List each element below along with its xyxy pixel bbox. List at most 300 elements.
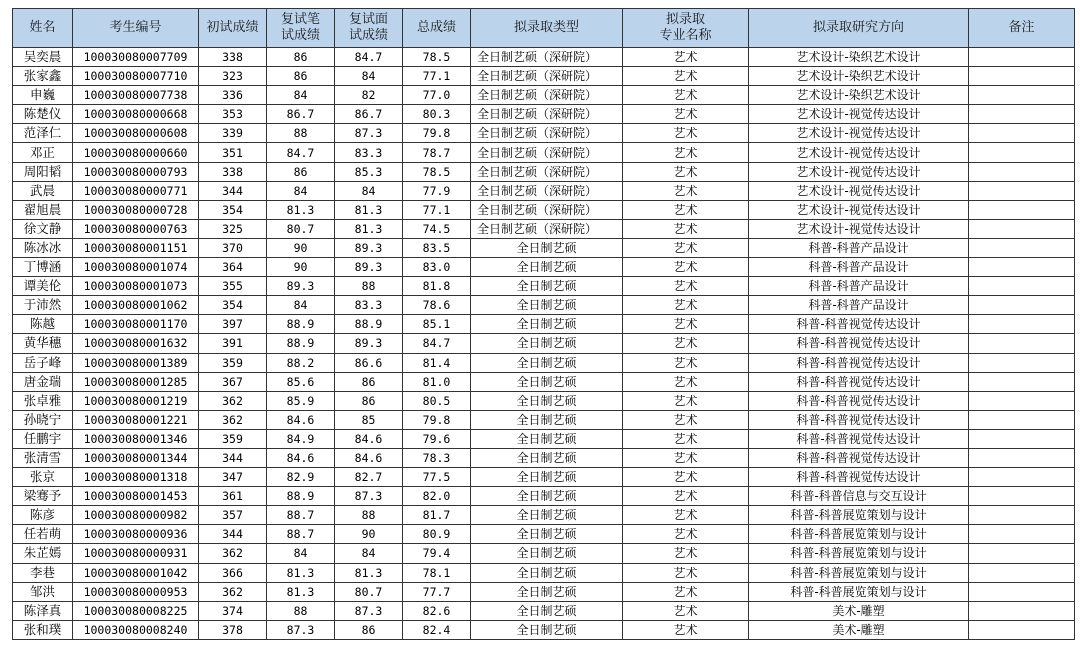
cell-major: 艺术 <box>623 525 749 544</box>
cell-total: 78.3 <box>403 448 471 467</box>
cell-type: 全日制艺硕 <box>471 544 623 563</box>
cell-interview: 86 <box>335 372 403 391</box>
cell-written: 88.7 <box>267 525 335 544</box>
cell-prelim: 366 <box>199 563 267 582</box>
cell-prelim: 359 <box>199 353 267 372</box>
cell-type: 全日制艺硕 <box>471 410 623 429</box>
cell-interview: 90 <box>335 525 403 544</box>
cell-total: 77.1 <box>403 200 471 219</box>
column-header-label: 备注 <box>1008 20 1035 35</box>
cell-direction: 科普-科普产品设计 <box>749 296 969 315</box>
cell-name: 翟旭晨 <box>13 200 73 219</box>
cell-name: 张和璞 <box>13 620 73 639</box>
cell-major: 艺术 <box>623 143 749 162</box>
cell-name: 邹洪 <box>13 582 73 601</box>
cell-type: 全日制艺硕 <box>471 448 623 467</box>
cell-direction: 科普-科普产品设计 <box>749 238 969 257</box>
column-header-label: 拟录取研究方向 <box>812 20 904 35</box>
cell-type: 全日制艺硕 <box>471 277 623 296</box>
cell-written: 80.7 <box>267 219 335 238</box>
table-row <box>13 296 1075 315</box>
table-row <box>13 448 1075 467</box>
cell-id: 100030080001344 <box>73 448 199 467</box>
cell-note <box>969 525 1075 544</box>
cell-name: 张卓雅 <box>13 391 73 410</box>
cell-name: 吴奕晨 <box>13 48 73 67</box>
cell-type: 全日制艺硕 <box>471 563 623 582</box>
cell-written: 88.9 <box>267 334 335 353</box>
cell-direction: 艺术设计-染织艺术设计 <box>749 86 969 105</box>
cell-note <box>969 296 1075 315</box>
cell-direction: 科普-科普展览策划与设计 <box>749 582 969 601</box>
cell-interview: 83.3 <box>335 143 403 162</box>
cell-name: 任若萌 <box>13 525 73 544</box>
cell-note <box>969 372 1075 391</box>
cell-direction: 艺术设计-视觉传达设计 <box>749 105 969 124</box>
cell-prelim: 323 <box>199 67 267 86</box>
cell-name: 谭美伦 <box>13 277 73 296</box>
cell-prelim: 338 <box>199 162 267 181</box>
cell-type: 全日制艺硕 <box>471 391 623 410</box>
cell-interview: 83.3 <box>335 296 403 315</box>
cell-prelim: 370 <box>199 238 267 257</box>
cell-direction: 科普-科普展览策划与设计 <box>749 525 969 544</box>
cell-id: 100030080000608 <box>73 124 199 143</box>
cell-total: 78.5 <box>403 162 471 181</box>
column-header-note <box>969 9 1075 48</box>
cell-prelim: 355 <box>199 277 267 296</box>
cell-prelim: 351 <box>199 143 267 162</box>
cell-id: 100030080001221 <box>73 410 199 429</box>
cell-note <box>969 48 1075 67</box>
cell-id: 100030080001170 <box>73 315 199 334</box>
cell-major: 艺术 <box>623 315 749 334</box>
cell-name: 周阳韬 <box>13 162 73 181</box>
cell-id: 100030080001042 <box>73 563 199 582</box>
cell-major: 艺术 <box>623 67 749 86</box>
cell-interview: 85 <box>335 410 403 429</box>
cell-name: 朱芷嫣 <box>13 544 73 563</box>
cell-name: 张家鑫 <box>13 67 73 86</box>
cell-total: 81.7 <box>403 506 471 525</box>
cell-interview: 89.3 <box>335 238 403 257</box>
table-row <box>13 67 1075 86</box>
table-row <box>13 200 1075 219</box>
cell-id: 100030080001318 <box>73 468 199 487</box>
cell-note <box>969 487 1075 506</box>
cell-note <box>969 258 1075 277</box>
cell-interview: 88.9 <box>335 315 403 334</box>
table-row <box>13 391 1075 410</box>
cell-type: 全日制艺硕（深研院） <box>471 200 623 219</box>
cell-id: 100030080007738 <box>73 86 199 105</box>
cell-written: 88 <box>267 124 335 143</box>
cell-type: 全日制艺硕 <box>471 487 623 506</box>
cell-name: 岳子峰 <box>13 353 73 372</box>
table-row <box>13 315 1075 334</box>
cell-prelim: 378 <box>199 620 267 639</box>
cell-direction: 艺术设计-视觉传达设计 <box>749 200 969 219</box>
cell-major: 艺术 <box>623 353 749 372</box>
cell-total: 85.1 <box>403 315 471 334</box>
cell-interview: 81.3 <box>335 200 403 219</box>
cell-id: 100030080001073 <box>73 277 199 296</box>
cell-interview: 88 <box>335 277 403 296</box>
cell-prelim: 325 <box>199 219 267 238</box>
cell-name: 李巷 <box>13 563 73 582</box>
cell-prelim: 354 <box>199 296 267 315</box>
cell-note <box>969 315 1075 334</box>
cell-direction: 科普-科普产品设计 <box>749 277 969 296</box>
cell-direction: 艺术设计-染织艺术设计 <box>749 67 969 86</box>
cell-major: 艺术 <box>623 200 749 219</box>
cell-name: 邓正 <box>13 143 73 162</box>
cell-total: 81.0 <box>403 372 471 391</box>
cell-prelim: 364 <box>199 258 267 277</box>
cell-prelim: 397 <box>199 315 267 334</box>
cell-note <box>969 391 1075 410</box>
cell-note <box>969 620 1075 639</box>
table-header-row <box>13 9 1075 48</box>
cell-major: 艺术 <box>623 86 749 105</box>
cell-major: 艺术 <box>623 601 749 620</box>
table-row <box>13 353 1075 372</box>
cell-type: 全日制艺硕 <box>471 258 623 277</box>
cell-type: 全日制艺硕 <box>471 334 623 353</box>
cell-note <box>969 200 1075 219</box>
cell-total: 79.6 <box>403 429 471 448</box>
cell-written: 88.9 <box>267 315 335 334</box>
cell-name: 丁博涵 <box>13 258 73 277</box>
cell-written: 84.9 <box>267 429 335 448</box>
cell-total: 84.7 <box>403 334 471 353</box>
cell-direction: 科普-科普展览策划与设计 <box>749 544 969 563</box>
admission-table <box>12 8 1075 640</box>
column-header-written <box>267 9 335 48</box>
cell-total: 80.3 <box>403 105 471 124</box>
cell-total: 78.6 <box>403 296 471 315</box>
cell-prelim: 338 <box>199 48 267 67</box>
cell-direction: 艺术设计-视觉传达设计 <box>749 162 969 181</box>
cell-type: 全日制艺硕 <box>471 353 623 372</box>
cell-name: 徐文静 <box>13 219 73 238</box>
cell-note <box>969 563 1075 582</box>
cell-interview: 84.7 <box>335 48 403 67</box>
cell-id: 100030080001453 <box>73 487 199 506</box>
cell-type: 全日制艺硕 <box>471 582 623 601</box>
cell-written: 88.9 <box>267 487 335 506</box>
cell-note <box>969 448 1075 467</box>
cell-prelim: 353 <box>199 105 267 124</box>
cell-total: 79.4 <box>403 544 471 563</box>
cell-note <box>969 582 1075 601</box>
cell-interview: 81.3 <box>335 563 403 582</box>
cell-interview: 86 <box>335 391 403 410</box>
column-header-label: 拟录取 <box>665 12 705 27</box>
cell-total: 78.7 <box>403 143 471 162</box>
table-row <box>13 582 1075 601</box>
cell-interview: 82.7 <box>335 468 403 487</box>
cell-id: 100030080000660 <box>73 143 199 162</box>
cell-direction: 美术-雕塑 <box>749 601 969 620</box>
cell-direction: 科普-科普视觉传达设计 <box>749 372 969 391</box>
cell-type: 全日制艺硕（深研院） <box>471 124 623 143</box>
cell-total: 77.9 <box>403 181 471 200</box>
cell-major: 艺术 <box>623 219 749 238</box>
cell-name: 任鹏宇 <box>13 429 73 448</box>
cell-total: 82.0 <box>403 487 471 506</box>
cell-direction: 科普-科普视觉传达设计 <box>749 391 969 410</box>
cell-major: 艺术 <box>623 277 749 296</box>
cell-direction: 科普-科普视觉传达设计 <box>749 334 969 353</box>
table-row <box>13 124 1075 143</box>
cell-prelim: 374 <box>199 601 267 620</box>
cell-total: 83.0 <box>403 258 471 277</box>
cell-total: 77.5 <box>403 468 471 487</box>
cell-written: 84 <box>267 296 335 315</box>
cell-written: 84 <box>267 181 335 200</box>
cell-total: 77.7 <box>403 582 471 601</box>
table-row <box>13 86 1075 105</box>
cell-direction: 科普-科普视觉传达设计 <box>749 315 969 334</box>
cell-type: 全日制艺硕（深研院） <box>471 48 623 67</box>
column-header-label: 拟录取类型 <box>513 20 579 35</box>
cell-major: 艺术 <box>623 506 749 525</box>
table-row <box>13 429 1075 448</box>
cell-written: 81.3 <box>267 200 335 219</box>
column-header-label: 总成绩 <box>416 20 456 35</box>
cell-id: 100030080000668 <box>73 105 199 124</box>
table-row <box>13 544 1075 563</box>
column-header-label: 复试面 <box>348 12 388 27</box>
table-row <box>13 410 1075 429</box>
cell-note <box>969 410 1075 429</box>
cell-direction: 科普-科普展览策划与设计 <box>749 506 969 525</box>
cell-type: 全日制艺硕（深研院） <box>471 86 623 105</box>
cell-interview: 82 <box>335 86 403 105</box>
cell-major: 艺术 <box>623 162 749 181</box>
cell-interview: 87.3 <box>335 124 403 143</box>
cell-prelim: 339 <box>199 124 267 143</box>
cell-id: 100030080007710 <box>73 67 199 86</box>
cell-total: 79.8 <box>403 410 471 429</box>
cell-name: 申巍 <box>13 86 73 105</box>
cell-direction: 科普-科普视觉传达设计 <box>749 353 969 372</box>
cell-type: 全日制艺硕（深研院） <box>471 105 623 124</box>
cell-prelim: 344 <box>199 525 267 544</box>
cell-written: 86 <box>267 67 335 86</box>
cell-prelim: 357 <box>199 506 267 525</box>
cell-note <box>969 219 1075 238</box>
cell-written: 81.3 <box>267 563 335 582</box>
column-header-type <box>471 9 623 48</box>
table-row <box>13 238 1075 257</box>
table-row <box>13 105 1075 124</box>
cell-interview: 87.3 <box>335 601 403 620</box>
column-header-label: 姓名 <box>29 20 56 35</box>
cell-id: 100030080000936 <box>73 525 199 544</box>
table-row <box>13 334 1075 353</box>
cell-interview: 87.3 <box>335 487 403 506</box>
cell-total: 77.0 <box>403 86 471 105</box>
cell-written: 86 <box>267 162 335 181</box>
table-row <box>13 506 1075 525</box>
cell-major: 艺术 <box>623 429 749 448</box>
column-header-direction <box>749 9 969 48</box>
cell-id: 100030080000771 <box>73 181 199 200</box>
cell-written: 82.9 <box>267 468 335 487</box>
cell-written: 88 <box>267 601 335 620</box>
cell-name: 武晨 <box>13 181 73 200</box>
cell-note <box>969 105 1075 124</box>
cell-name: 张京 <box>13 468 73 487</box>
cell-direction: 艺术设计-视觉传达设计 <box>749 124 969 143</box>
column-header-label: 考生编号 <box>109 20 162 35</box>
column-header-major <box>623 9 749 48</box>
cell-id: 100030080008225 <box>73 601 199 620</box>
cell-type: 全日制艺硕 <box>471 468 623 487</box>
cell-major: 艺术 <box>623 181 749 200</box>
cell-major: 艺术 <box>623 48 749 67</box>
cell-direction: 科普-科普信息与交互设计 <box>749 487 969 506</box>
cell-note <box>969 143 1075 162</box>
cell-id: 100030080001346 <box>73 429 199 448</box>
cell-written: 85.9 <box>267 391 335 410</box>
cell-name: 孙晓宁 <box>13 410 73 429</box>
cell-written: 84.6 <box>267 410 335 429</box>
cell-note <box>969 162 1075 181</box>
cell-written: 87.3 <box>267 620 335 639</box>
table-row <box>13 372 1075 391</box>
cell-interview: 89.3 <box>335 258 403 277</box>
table-row <box>13 258 1075 277</box>
cell-written: 89.3 <box>267 277 335 296</box>
cell-major: 艺术 <box>623 582 749 601</box>
cell-prelim: 344 <box>199 448 267 467</box>
cell-interview: 86 <box>335 620 403 639</box>
cell-type: 全日制艺硕（深研院） <box>471 162 623 181</box>
cell-id: 100030080000931 <box>73 544 199 563</box>
cell-name: 陈冰冰 <box>13 238 73 257</box>
cell-direction: 科普-科普产品设计 <box>749 258 969 277</box>
table-row <box>13 468 1075 487</box>
cell-name: 于沛然 <box>13 296 73 315</box>
cell-id: 100030080000763 <box>73 219 199 238</box>
cell-note <box>969 86 1075 105</box>
cell-note <box>969 468 1075 487</box>
cell-id: 100030080000982 <box>73 506 199 525</box>
table-row <box>13 563 1075 582</box>
cell-prelim: 361 <box>199 487 267 506</box>
cell-interview: 80.7 <box>335 582 403 601</box>
cell-name: 范泽仁 <box>13 124 73 143</box>
cell-name: 陈楚仪 <box>13 105 73 124</box>
cell-id: 100030080000728 <box>73 200 199 219</box>
cell-interview: 81.3 <box>335 219 403 238</box>
cell-note <box>969 181 1075 200</box>
cell-direction: 科普-科普视觉传达设计 <box>749 410 969 429</box>
cell-type: 全日制艺硕 <box>471 601 623 620</box>
cell-prelim: 347 <box>199 468 267 487</box>
cell-name: 黄华穗 <box>13 334 73 353</box>
column-header-interview <box>335 9 403 48</box>
table-row <box>13 277 1075 296</box>
cell-interview: 86.7 <box>335 105 403 124</box>
cell-total: 82.6 <box>403 601 471 620</box>
cell-note <box>969 124 1075 143</box>
cell-name: 梁骞予 <box>13 487 73 506</box>
cell-total: 82.4 <box>403 620 471 639</box>
table-row <box>13 143 1075 162</box>
cell-total: 74.5 <box>403 219 471 238</box>
cell-total: 83.5 <box>403 238 471 257</box>
cell-type: 全日制艺硕 <box>471 372 623 391</box>
cell-interview: 84 <box>335 544 403 563</box>
cell-prelim: 354 <box>199 200 267 219</box>
cell-major: 艺术 <box>623 105 749 124</box>
cell-written: 84 <box>267 86 335 105</box>
table-row <box>13 487 1075 506</box>
cell-interview: 86.6 <box>335 353 403 372</box>
cell-note <box>969 238 1075 257</box>
cell-major: 艺术 <box>623 334 749 353</box>
column-header-id <box>73 9 199 48</box>
cell-prelim: 391 <box>199 334 267 353</box>
cell-prelim: 362 <box>199 582 267 601</box>
cell-written: 90 <box>267 258 335 277</box>
cell-direction: 艺术设计-视觉传达设计 <box>749 181 969 200</box>
cell-name: 唐金瑞 <box>13 372 73 391</box>
cell-prelim: 362 <box>199 544 267 563</box>
cell-note <box>969 429 1075 448</box>
cell-major: 艺术 <box>623 258 749 277</box>
cell-direction: 美术-雕塑 <box>749 620 969 639</box>
cell-prelim: 359 <box>199 429 267 448</box>
cell-id: 100030080000953 <box>73 582 199 601</box>
cell-prelim: 362 <box>199 391 267 410</box>
cell-written: 88.2 <box>267 353 335 372</box>
cell-id: 100030080001074 <box>73 258 199 277</box>
cell-id: 100030080000793 <box>73 162 199 181</box>
cell-total: 80.9 <box>403 525 471 544</box>
cell-major: 艺术 <box>623 124 749 143</box>
cell-total: 81.8 <box>403 277 471 296</box>
cell-name: 陈彦 <box>13 506 73 525</box>
cell-major: 艺术 <box>623 391 749 410</box>
cell-prelim: 367 <box>199 372 267 391</box>
cell-type: 全日制艺硕 <box>471 429 623 448</box>
cell-total: 81.4 <box>403 353 471 372</box>
cell-id: 100030080001219 <box>73 391 199 410</box>
cell-direction: 科普-科普视觉传达设计 <box>749 468 969 487</box>
table-row <box>13 181 1075 200</box>
cell-interview: 88 <box>335 506 403 525</box>
cell-direction: 科普-科普视觉传达设计 <box>749 429 969 448</box>
cell-type: 全日制艺硕 <box>471 238 623 257</box>
column-header-label-line2: 试成绩 <box>348 28 388 43</box>
cell-direction: 艺术设计-视觉传达设计 <box>749 143 969 162</box>
cell-type: 全日制艺硕 <box>471 620 623 639</box>
cell-note <box>969 334 1075 353</box>
cell-interview: 84 <box>335 67 403 86</box>
cell-type: 全日制艺硕（深研院） <box>471 219 623 238</box>
cell-written: 84.6 <box>267 448 335 467</box>
cell-major: 艺术 <box>623 544 749 563</box>
cell-note <box>969 601 1075 620</box>
admission-table-sheet <box>12 8 1074 640</box>
cell-total: 80.5 <box>403 391 471 410</box>
column-header-prelim <box>199 9 267 48</box>
